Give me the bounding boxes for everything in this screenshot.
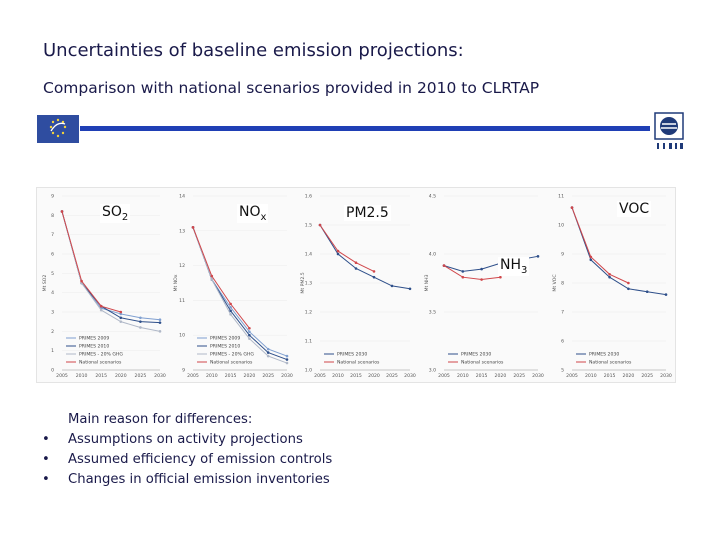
chart-nox (169, 190, 293, 378)
data-point (462, 276, 465, 279)
data-point (480, 268, 483, 271)
data-point (286, 362, 289, 365)
data-point (120, 311, 123, 314)
y-tick-label: 8 (51, 213, 54, 219)
nox-label: $NO_x$ (239, 204, 267, 223)
legend-label: PRIMES 2030 (461, 352, 492, 358)
legend-label: PRIMES - 20% GHG (210, 352, 254, 358)
x-tick-label: 2010 (75, 374, 88, 378)
data-point (608, 273, 611, 276)
y-tick-label: 9 (51, 194, 54, 200)
legend-label: PRIMES 2009 (79, 336, 110, 342)
legend-label: PRIMES 2030 (337, 352, 368, 358)
data-point (646, 290, 649, 293)
y-tick-label: 7 (561, 310, 564, 316)
data-point (499, 276, 502, 279)
data-point (211, 275, 214, 278)
series-line (572, 208, 666, 295)
x-tick-label: 2005 (56, 374, 68, 378)
data-point (229, 313, 232, 316)
data-point (100, 305, 103, 308)
nh3-label: $NH_3$ (500, 257, 528, 276)
data-point (462, 270, 465, 273)
data-point (267, 351, 270, 354)
y-tick-label: 3 (51, 310, 54, 316)
x-tick-label: 2030 (154, 374, 166, 378)
y-tick-label: 6 (51, 252, 54, 258)
data-point (286, 358, 289, 361)
y-tick-label: 9 (561, 252, 564, 258)
x-tick-label: 2020 (622, 374, 635, 378)
x-tick-label: 2010 (584, 374, 597, 378)
x-tick-label: 2015 (95, 374, 108, 378)
x-tick-label: 2005 (187, 374, 199, 378)
x-tick-label: 2015 (350, 374, 362, 378)
data-point (139, 326, 142, 329)
data-point (267, 355, 270, 358)
y-tick-label: 12 (179, 264, 185, 270)
data-point (100, 309, 103, 312)
y-tick-label: 2 (51, 329, 54, 335)
data-point (627, 288, 630, 291)
legend-label: National scenarios (337, 360, 380, 366)
y-tick-label: 5 (51, 271, 54, 277)
data-point (286, 355, 289, 358)
y-tick-label: 5 (561, 368, 564, 374)
y-tick-label: 1.4 (304, 252, 312, 258)
y-axis-label: Mt NOx (174, 274, 179, 292)
x-tick-label: 2030 (532, 374, 544, 378)
data-point (248, 330, 251, 333)
x-tick-label: 2025 (641, 374, 654, 378)
y-tick-label: 7 (51, 233, 54, 239)
legend-label: National scenarios (79, 360, 122, 366)
y-tick-label: 1 (51, 349, 54, 355)
data-point (229, 306, 232, 309)
data-point (373, 276, 376, 279)
data-point (355, 267, 358, 270)
slide-subtitle: Comparison with national scenarios provided in 2010 to CLRTAP (43, 79, 540, 97)
x-tick-label: 2030 (281, 374, 293, 378)
x-tick-label: 2005 (566, 374, 578, 378)
legend-label: PRIMES 2009 (210, 336, 241, 342)
y-tick-label: 8 (561, 281, 564, 287)
y-tick-label: 1.6 (304, 194, 312, 200)
x-tick-label: 2015 (475, 374, 488, 378)
chart-nh3 (420, 190, 544, 378)
reasons-heading: Main reason for differences: (68, 412, 253, 427)
x-tick-label: 2025 (134, 374, 147, 378)
data-point (337, 250, 340, 253)
x-tick-label: 2025 (386, 374, 398, 378)
legend-label: National scenarios (210, 360, 253, 366)
data-point (159, 318, 162, 321)
data-point (608, 276, 611, 279)
legend-label: PRIMES 2030 (589, 352, 620, 358)
data-point (409, 288, 412, 291)
y-tick-label: 1.3 (304, 281, 312, 287)
data-point (590, 259, 593, 262)
data-point (480, 278, 483, 281)
y-axis-label: Mt VOC (553, 274, 558, 292)
data-point (391, 285, 394, 288)
data-point (159, 321, 162, 324)
y-tick-label: 13 (179, 229, 185, 235)
iiasa-logo-icon (654, 112, 684, 150)
y-tick-label: 4.0 (428, 252, 436, 258)
x-tick-label: 2025 (262, 374, 275, 378)
y-tick-label: 1.2 (304, 310, 312, 316)
reasons-list (42, 410, 333, 490)
series-line (320, 225, 410, 289)
series-line (62, 211, 160, 331)
legend-label: National scenarios (461, 360, 504, 366)
pm25-label: PM2.5 (346, 205, 389, 221)
data-point (665, 293, 668, 296)
data-point (139, 320, 142, 323)
data-point (120, 320, 123, 323)
legend-label: PRIMES - 20% GHG (79, 352, 123, 358)
y-tick-label: 10 (558, 223, 564, 229)
y-tick-label: 11 (179, 298, 185, 304)
x-tick-label: 2030 (660, 374, 672, 378)
legend-label: National scenarios (589, 360, 632, 366)
legend-label: PRIMES 2010 (79, 344, 110, 350)
data-point (319, 224, 322, 227)
x-tick-label: 2025 (513, 374, 526, 378)
legend-label: PRIMES 2010 (210, 344, 241, 350)
data-point (248, 327, 251, 330)
data-point (211, 278, 214, 281)
data-point (443, 264, 446, 267)
series-line (193, 227, 249, 328)
y-axis-label: Mt PM2.5 (301, 272, 306, 294)
y-tick-label: 3.0 (428, 368, 436, 374)
data-point (571, 206, 574, 209)
x-tick-label: 2015 (603, 374, 616, 378)
series-line (62, 211, 160, 322)
data-point (355, 261, 358, 264)
chart-voc (548, 190, 672, 378)
data-point (337, 253, 340, 256)
y-tick-label: 14 (179, 194, 185, 200)
y-tick-label: 9 (182, 368, 185, 374)
data-point (159, 330, 162, 333)
y-tick-label: 10 (179, 333, 185, 339)
y-tick-label: 0 (51, 368, 54, 374)
y-axis-label: Mt SO2 (43, 274, 48, 292)
y-axis-label: Mt NH3 (425, 274, 430, 292)
y-tick-label: 1.5 (304, 223, 312, 229)
reason-item: • Assumed efficiency of emission controls (42, 452, 333, 467)
x-tick-label: 2020 (494, 374, 507, 378)
x-tick-label: 2005 (314, 374, 326, 378)
y-tick-label: 11 (558, 194, 564, 200)
x-tick-label: 2005 (438, 374, 450, 378)
so2-label: $SO_2$ (102, 204, 129, 223)
series-line (320, 225, 374, 271)
data-point (139, 317, 142, 320)
y-tick-label: 4.5 (428, 194, 436, 200)
x-tick-label: 2020 (114, 374, 127, 378)
data-point (229, 303, 232, 306)
data-point (248, 334, 251, 337)
data-point (120, 317, 123, 320)
data-point (192, 226, 195, 229)
x-tick-label: 2010 (456, 374, 469, 378)
y-tick-label: 3.5 (428, 310, 436, 316)
y-tick-label: 1.0 (304, 368, 312, 374)
x-tick-label: 2015 (224, 374, 237, 378)
x-tick-label: 2020 (243, 374, 256, 378)
x-tick-label: 2010 (205, 374, 218, 378)
x-tick-label: 2030 (404, 374, 416, 378)
data-point (537, 255, 540, 258)
eu-flag-icon (37, 115, 79, 143)
data-point (80, 280, 83, 283)
data-point (590, 256, 593, 259)
reason-item: • Changes in official emission inventories (42, 472, 330, 487)
data-point (627, 282, 630, 285)
data-point (61, 210, 64, 213)
series-line (193, 227, 287, 363)
x-tick-label: 2020 (368, 374, 380, 378)
x-tick-label: 2010 (332, 374, 344, 378)
voc-label: VOC (619, 201, 650, 217)
series-line (572, 208, 628, 283)
reason-item: • Assumptions on activity projections (42, 432, 303, 447)
data-point (267, 348, 270, 351)
header-rule (80, 126, 650, 131)
data-point (373, 270, 376, 273)
data-point (248, 337, 251, 340)
y-tick-label: 6 (561, 339, 564, 345)
slide-title: Uncertainties of baseline emission projections: (43, 40, 464, 61)
y-tick-label: 4 (51, 291, 54, 297)
y-tick-label: 1.1 (304, 339, 312, 345)
